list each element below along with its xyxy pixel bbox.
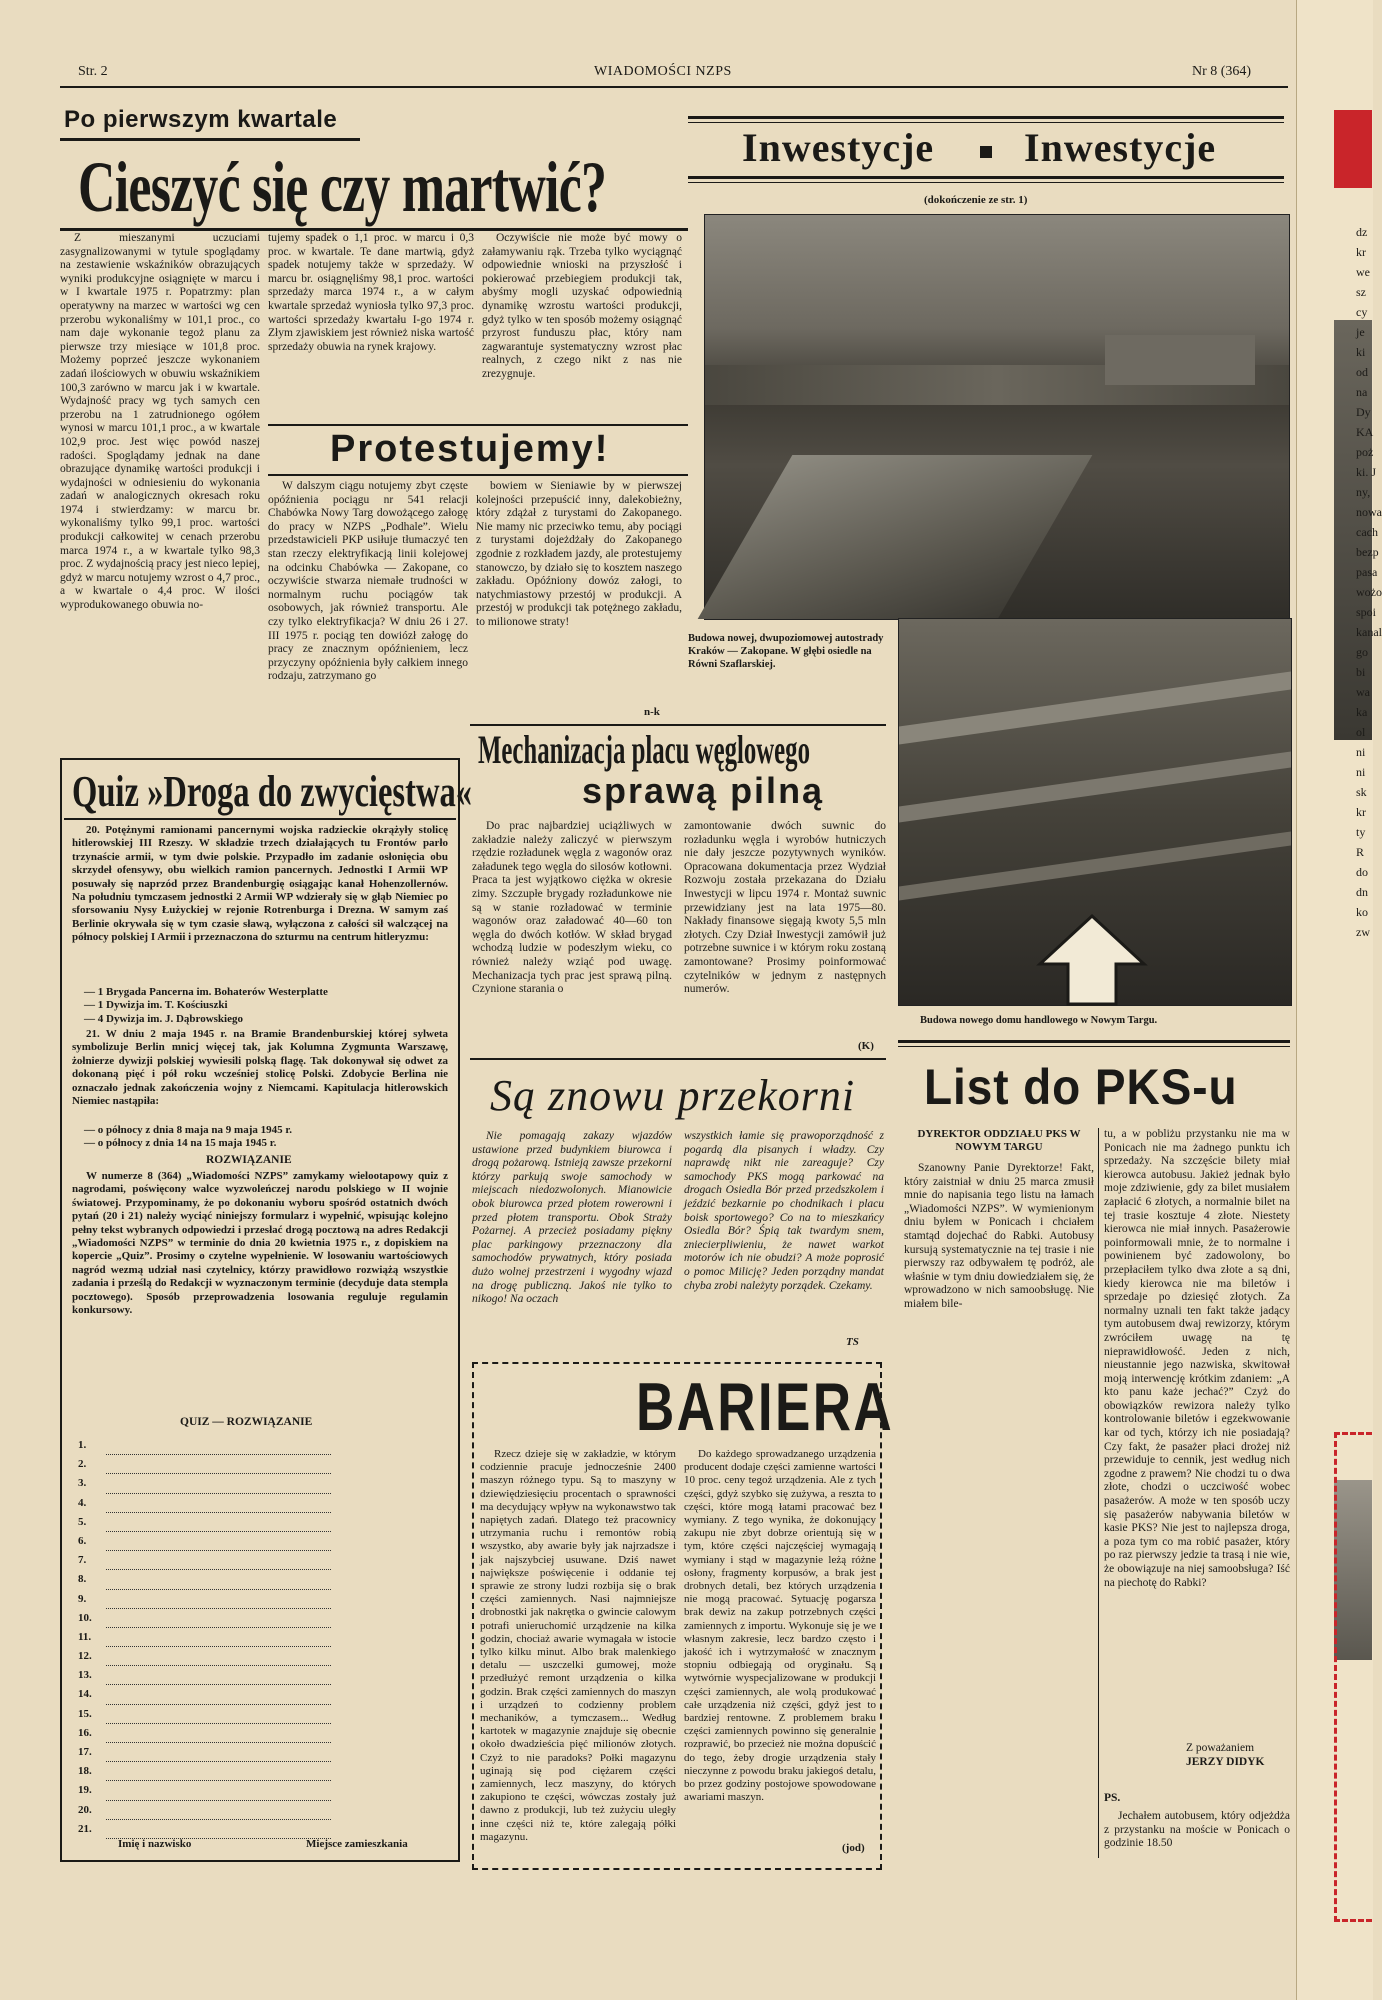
edge-text-fragment: dn (1356, 885, 1368, 899)
photo-highway (704, 214, 1290, 620)
quiz-answer-number: 20. (78, 1803, 92, 1816)
quiz-answer-number: 8. (78, 1573, 87, 1586)
edge-text-fragment: od (1356, 365, 1368, 379)
quiz-answer-number: 4. (78, 1496, 87, 1509)
quiz-question-20: 20. Potężnymi ramionami pancernymi wojska radzieckie okrążyły stolicę hitlerowskiej III Rzeszy. W składzie trzech działających tu Frontów parło trzynaście armii, w tym dwie polskie. Przypadło im zadanie osłonięcia obu skrzydeł ofensywy, obu wielkich ramion pancernych. Jednostki I Armii WP posuwały się naprzód przez Brandenburgię osiągając kanał Hohenzollernów. Na południu tymczasem jednostki 2 Armii WP wdzierały się w głąb Niemiec po sforsowaniu Nysy Łużyckiej w rejonie Rotrenburga i Drezna. W samym zaś Berlinie okrywała się w tym czasie sławą, wyłączona z całości sił walczącej na północy polskiej I Armii i przeznaczona do szturmu na centrum hitleryzmu: (72, 824, 448, 944)
quiz-answer-field[interactable] (106, 1711, 331, 1724)
quiz-answer-line[interactable] (78, 1551, 438, 1570)
quiz-answer-line[interactable] (78, 1724, 438, 1743)
edge-text-fragment: ny, (1356, 485, 1371, 499)
quiz-answer-field[interactable] (106, 1826, 331, 1839)
mech-title-2: sprawą pilną (582, 770, 825, 811)
quiz-answer-number: 15. (78, 1707, 92, 1720)
quiz-answer-line[interactable] (78, 1590, 438, 1609)
article-column-3: Oczywiście nie może być mowy o załamywaniu rąk. Trzeba tylko wyciągnąć odpowiednie wnioski na przyszłość i pokierować przebiegiem produkcji tak, abyśmy mogli uzyskać odpowiednią dynamikę wzrostu wartości produkcji, gdyż tylko w ten sposób możemy osiągnąć przyrost funduszu płac, który nam zagwarantuje systematyczny wzrost płac realnych, z czego nikt z nas nie zrezygnuje. (482, 232, 682, 380)
quiz-answer-line[interactable] (78, 1513, 438, 1532)
edge-text-fragment: kr (1356, 245, 1366, 259)
header-rule (60, 86, 1288, 88)
quiz-answer-number: 21. (78, 1822, 92, 1835)
arrow-up-icon (1036, 912, 1148, 1013)
quiz-option: — 1 Brygada Pancerna im. Bohaterów Westerplatte (84, 986, 328, 998)
mech-title-1: Mechanizacja placu węglowego (478, 727, 810, 772)
quiz-answer-field[interactable] (106, 1692, 331, 1705)
edge-text-fragment: sz (1356, 285, 1366, 299)
quiz-answer-field[interactable] (106, 1653, 331, 1666)
bariera-column-1: Rzecz dzieje się w zakładzie, w którym codziennie pracuje jednocześnie 2400 maszyn różnego typu. Są to maszyny w dziewiędziesięciu procentach o sprawności ma decydujący wpływ na wykonawstwo tak napiętych zadań. Dlatego też pracownicy utrzymania ruchu i remontów robią wszystko, aby awarie były jak najrzadsze i jak najszybciej usuwane. Dziś nawet największe poświęcenie i oddanie tej sprawie ze strony ludzi rozbija się o brak części zamiennych. Nasi najmniejsze drobnostki jak nakrętka o gwincie calowym potrafi unieruchomić urządzenie na kilka godzin, chociaż awarie wymagała w istocie tylko kilku minut. Albo brak malenkiego detalu — uszczelki gumowej, może przedłużyć remont urządzenia o kilka godzin. Brak części zamiennych do maszyn i urządzeń to codzienny problem mechaników, a tymczasem... Według kartotek w magazynie znajduje się obecnie około dwadzieścia pięć milionów złotych. Czyż to nie paradoks? Połki magazynu uginają się pod ciężarem części zamiennych, lecz maszyny, do których zakupiono te części, wówczas zostały już dawno z produkcji, lub też zużyciu uległy inne części niż te, które zalegają półki magazynu. (480, 1448, 676, 1843)
quiz-answer-field[interactable] (106, 1634, 331, 1647)
quiz-answer-field[interactable] (106, 1768, 331, 1781)
edge-red-border (1334, 1432, 1372, 1922)
quiz-answer-number: 18. (78, 1765, 92, 1778)
quiz-name-label: Imię i nazwisko (118, 1838, 192, 1850)
quiz-answer-line[interactable] (78, 1455, 438, 1474)
quiz-solution-text: W numerze 8 (364) „Wiadomości NZPS” zamykamy wielootapowy quiz z nagrodami, poświęcony walce wyzwoleńczej narodu polskiego w II wojnie światowej. Przypominamy, że po dokonaniu wyboru spośród ostatnich dwóch pytań (20 i 21) należy wyciąć niniejszy formularz i wypełnić, wpisując kolejno pełny tekst wybranych odpowiedzi i przesłać drogą pocztową na adres Redakcji „Wiadomości NZPS” w terminie do dnia 20 kwietnia 1975 r., z dopiskiem na kopercie „Quiz”. Prosimy o czytelne wypełnienie. W losowaniu wartościowych nagród wezmą udział nasi czytelnicy, którzy prawidłowo rozwiążą wszystkie zadania i prześlą do Redakcji w wyznaczonym terminie (decyduje data stempla pocztowego). Sposób przeprowadzenia losowania reguluje regulamin konkursowy. (72, 1170, 448, 1317)
article-column-2: tujemy spadek o 1,1 proc. w marcu i 0,3 proc. w kwartale. Te dane martwią, gdyż spadek notujemy także w sprzedaży. W marcu br. osiągnęliśmy 98,1 proc. wartości sprzedaży marca 1974 r., a w całym kwartale sprzedaż wyniosła tylko 97,3 proc. wartości sprzedaży kwartału I-go 1974 r. Złym zjawiskiem jest również niska wartość sprzedaży obuwia na rynek krajowy. (268, 232, 474, 353)
quiz-title: Quiz »Droga do zwycięstwa« (72, 767, 473, 816)
list-ps-head: PS. (1104, 1792, 1121, 1804)
protest-column-1: W dalszym ciągu notujemy zbyt częste opóźnienia pociągu nr 541 relacji Chabówka Nowy Targ dowożącego załogę do pracy w NZPS „Podhale”. Wielu przedstawicieli PKP usiłuje tłumaczyć ten stan rzeczy elektryfikacją linii kolejowej na odcinku Chabówka — Zakopane, co oczywiście stwarza niemałe trudności w normalnym ruchu pociągów tak osobowych, jak również transportu. Ale czy tylko elektryfikacja? W dniu 26 i 27. III 1975 r. pociąg ten dowiózł załogę do pracy ze znacznym opóźnieniem, lecz przyczyny opóźnienia były całkiem innego rodzaju, zatrzymano go (268, 480, 468, 683)
quiz-answer-number: 13. (78, 1669, 92, 1682)
quiz-answer-line[interactable] (78, 1628, 438, 1647)
inwestycje-rule-top (688, 116, 1284, 123)
inwestycje-title-b: Inwestycje (1024, 125, 1217, 170)
edge-text-fragment: wożo (1356, 585, 1382, 599)
quiz-answer-number: 17. (78, 1746, 92, 1758)
quiz-option: — o północy z dnia 14 na 15 maja 1945 r. (84, 1137, 277, 1150)
caption-highway: Budowa nowej, dwupoziomowej autostrady Kraków — Zakopane. W głębi osiedle na Równi Szaflarskiej. (688, 633, 884, 670)
mech-column-1: Do prac najbardziej uciążliwych w zakładzie należy zaliczyć w pierwszym rzędzie rozładunek węgla z wagonów oraz załadunek tego węgla do silosów kotłowni. Praca ta jest wyjątkowo ciężka w okresie zimy. Szczupłe brygady rozładunkowe nie są w stanie rozładować w terminie wagonów oraz załadować 40—60 ton węgla do dwóch kotłów. W skład brygad wchodzą ludzie w podeszłym wieku, co również należy wziąć pod uwagę. Mechanizacja tych prac jest sprawą pilną. Czynione starania o (472, 820, 672, 996)
quiz-question-21: 21. W dniu 2 maja 1945 r. na Bramie Brandenburskiej której sylweta symbolizuje Berlin mnicj więcej tak, jak Kolumna Zygmunta Warszawę, żołnierze dywizji polskiej wywiesili polską flagę. Tak dokonywał się odwet za dokonaną pięć i pół roku wcześniej stolicę Polski. Zdobycie Berlina nie oznaczało jednak zakończenia wojny z Niemcami. Kapitulacja hitlerowskich Niemiec nastąpiła: (72, 1028, 448, 1108)
bullet-square (980, 146, 992, 158)
page-number: Str. 2 (78, 64, 108, 79)
edge-text-fragment: ki. J (1356, 465, 1377, 479)
edge-text-fragment: wa (1356, 685, 1370, 699)
quiz-answer-line[interactable] (78, 1762, 438, 1781)
list-ps: Jechałem autobusem, który odjeżdża z przystanku na moście w Ponicach o godzinie 18.50 (1104, 1810, 1290, 1850)
quiz-answer-line[interactable] (78, 1647, 438, 1666)
quiz-answer-number: 16. (78, 1726, 92, 1739)
quiz-answer-line[interactable] (78, 1436, 438, 1455)
quiz-answer-line[interactable] (78, 1474, 438, 1493)
quiz-answer-line[interactable] (78, 1820, 438, 1839)
kicker-rule (60, 138, 360, 141)
quiz-answer-line[interactable] (78, 1570, 438, 1589)
mech-column-2: zamontowanie dwóch suwnic do rozładunku węgla i wyrobów hutniczych nie dały jeszcze pozytywnych wyników. Opracowana dokumentacja przez Wydział Rozwoju została przekazana do Działu Inwestycji w lipcu 1974 r. Montaż suwnic przewidziany jest na lata 1975—80. Nakłady finansowe sięgają kwoty 5,5 mln złotych. Czy Dział Inwestycji zamówił już potrzebne suwnice i w którym roku zostaną zamontowane? Prosimy poinformować czytelników w jednym z następnych numerów. (684, 820, 886, 996)
przekorni-title: Są znowu przekorni (490, 1071, 856, 1120)
edge-text-fragment: zw (1356, 925, 1370, 939)
edge-text-fragment: poż (1356, 445, 1374, 459)
list-column-1: Szanowny Panie Dyrektorze! Fakt, który zaistniał w dniu 25 marca zmusił mnie do napisania tego listu na łamach „Wiadomości NZPS”. W wymienionym dniu byłem w Ponicach i chciałem stamtąd dojechać do Rabki. Autobusy kursują systematycznie na tej trasie i nie pierwszy raz odbywałem tę podróż, ale właśnie w tym dniu dowiedziałem się, że wprowadzono w nich samoobsługę. Nie miałem bile- (904, 1162, 1094, 1310)
quiz-place-label: Miejsce zamieszkania (306, 1838, 408, 1850)
quiz-q20-options (84, 986, 328, 1026)
quiz-answer-line[interactable] (78, 1494, 438, 1513)
quiz-answer-line[interactable] (78, 1743, 438, 1762)
edge-text-fragment: we (1356, 265, 1370, 279)
list-title: List do PKS-u (924, 1059, 1238, 1115)
mech-signature: (K) (858, 1040, 874, 1052)
quiz-form-head: QUIZ — ROZWIĄZANIE (180, 1416, 313, 1428)
quiz-answer-number: 12. (78, 1650, 92, 1663)
quiz-form-lines (78, 1436, 438, 1839)
protest-signature: n-k (644, 706, 660, 718)
edge-text-fragment: R (1356, 845, 1365, 859)
inwestycje-title-a: Inwestycje (742, 125, 935, 170)
edge-text-fragment: ty (1356, 825, 1366, 839)
edge-text-fragment: ko (1356, 905, 1368, 919)
edge-text-fragment: cach (1356, 525, 1378, 539)
edge-text-fragment: ki (1356, 345, 1366, 359)
edge-text-fragment: do (1356, 865, 1368, 879)
edge-text-fragment: go (1356, 645, 1368, 659)
quiz-answer-line[interactable] (78, 1666, 438, 1685)
edge-text-fragment: nowa (1356, 505, 1382, 519)
edge-text-fragment: na (1356, 385, 1368, 399)
quiz-answer-line[interactable] (78, 1801, 438, 1820)
edge-text-fragment: bi (1356, 665, 1366, 679)
quiz-answer-field[interactable] (106, 1807, 331, 1820)
edge-text-fragment: bezp (1356, 545, 1379, 559)
przekorni-signature: TS (846, 1336, 859, 1348)
quiz-answer-line[interactable] (78, 1532, 438, 1551)
protest-rule-bottom (268, 474, 688, 476)
edge-text-fragment: kanal (1356, 625, 1382, 639)
edge-text-fragment: ol (1356, 725, 1366, 739)
inwestycje-rule-bottom (688, 176, 1284, 183)
edge-text-fragment: kr (1356, 805, 1366, 819)
newspaper-title: WIADOMOŚCI NZPS (594, 64, 732, 79)
przekorni-column-2: wszystkich łamie się prawoporządność z pogardą dla pisanych i władzy. Czy naprawdę nikt nie zareaguje? Czy samochody PKS mogą parkować na drogach Osiedla Bór przed przedszkolem i jeździć bezkarnie po chodnikach i placu boisk sportowego? Co na to mieszkańcy Osiedla Bór? Śpią tak twardym snem, zniecierpliwieniu, że nawet warkot motorów ich nie obudzi? A może poprosić o pomoc Milicję? Jeden porządny mandat chyba zrobi należyty porządek. Czekamy. (684, 1130, 884, 1292)
quiz-answer-number: 1. (78, 1439, 87, 1451)
title-rule (60, 228, 688, 231)
inwestycje-subtitle: (dokończenie ze str. 1) (924, 194, 1028, 206)
edge-text-fragment: Dy (1356, 405, 1371, 419)
list-greeting: Z poważaniem (1186, 1742, 1255, 1754)
quiz-answer-number: 3. (78, 1477, 87, 1490)
quiz-answer-number: 19. (78, 1784, 92, 1797)
quiz-answer-field[interactable] (106, 1596, 331, 1609)
quiz-option: — o północy z dnia 8 maja na 9 maja 1945 r. (84, 1124, 292, 1136)
red-banner (1334, 110, 1372, 188)
quiz-answer-field[interactable] (106, 1672, 331, 1685)
edge-text-fragment: cy (1356, 305, 1368, 319)
edge-text-fragment: pasa (1356, 565, 1378, 579)
quiz-answer-field[interactable] (106, 1481, 331, 1494)
quiz-answer-line[interactable] (78, 1609, 438, 1628)
edge-text-fragment: KA (1356, 425, 1374, 439)
quiz-answer-field[interactable] (106, 1577, 331, 1590)
quiz-answer-line[interactable] (78, 1685, 438, 1704)
protest-rule-top (268, 424, 688, 426)
quiz-answer-field[interactable] (106, 1557, 331, 1570)
list-column-2: tu, a w pobliżu przystanku nie ma w Ponicach nie ma żadnego punktu ich sprzedaży. Na szczęście bilety miał kierowca autobusu. Jakież jednak było moje zdziwienie, gdy za bilet musiałem zapłacić 6 złotych, a normalnie bilet na tej trasie kosztuje 4 złote. Niestety kierowca nie miał innych. Pasażerowie poinformowali mnie, że to normalne i powinienem być zadowolony, bo przepłaciłem tylko dwa złote a są dni, kiedy kierowca nie ma biletów i sprzedaje po dziesięć złotych. Za normalny uznali ten fakt także jadący tym autobusem dwaj rewizorzy, którym zwróciłem uwagę na tę nieprawidłowość. Jeden z nich, nieustannie jego nazwiska, skwitował moją interwencję krótkim zdaniem: „A kto panu każe jechać?” Czyż do obowiązków rewizora należy tylko kontrolowanie biletów i egzekwowanie kar od tych, którzy ich nie posiadają? Czy fakt, że pasażer płaci drożej niż przewiduje to cennik, jest według nich zgodne z prawem? Nie chodzi tu o dwa złote, chodzi o uczciwość wobec pasażerów. A może w ten sposób uczy się pasażerów nabywania biletów w kasie PKS? Nie jest to najlepsza droga, a poza tym co ma robić pasażer, który po raz pierwszy jedzie ta trasą i nie wie, że obowiązuje na niej samoobsługa? Iść na piechotę do Rabki? (1104, 1128, 1290, 1589)
edge-text-fragment: sk (1356, 785, 1367, 799)
quiz-answer-number: 11. (78, 1630, 92, 1643)
bariera-title: BARIERA (636, 1369, 895, 1445)
article-title: Cieszyć się czy martwić? (78, 147, 607, 227)
quiz-answer-field[interactable] (106, 1749, 331, 1762)
quiz-answer-number: 10. (78, 1611, 92, 1624)
article-column-1: Z mieszanymi uczuciami zasygnalizowanymi w tytule spoglądamy na zestawienie wskaźników obrazujących wyniki produkcyjne osiągnięte w marcu i w I kwartale 1975 r. Popatrzmy: plan operatywny na marzec w wartości wg cen przerobu wykonaliśmy w 101,1 proc., co nam daje wykonanie tegoż planu za pierwsze trzy miesiące w 101,8 proc. Możemy poprzeć jeszcze wykonaniem zadań ilościowych w obuwiu wskaźnikiem 100,3 zarówno w marcu jak i w kwartale. Wydajność pracy wg tych samych cen przerobu na 1 zatrudnionego ogółem wynosi w marcu 101,1 proc., a w kwartale 102,9 proc. Jest więc powód naszej radości. Spoglądamy jednak na dane obrazujące dynamikę wartości produkcji i wydajności w odniesieniu do wykonania zadań w analogicznych okresach roku 1974 i stwierdzamy: w marcu br. wykonaliśmy tylko 99,1 proc. wartości produkcji całkowitej w cenach przerobu marca 1974 r., a w kwartale tylko 98,3 proc. Z wydajnością pracy jest nieco lepiej, gdyż w marcu notujemy wzrost o 4,7 proc., a w kwartale o 4,4 proc. W ilości wyprodukowanego obuwia no- (60, 232, 260, 612)
quiz-answer-line[interactable] (78, 1705, 438, 1724)
quiz-answer-number: 9. (78, 1592, 87, 1605)
quiz-answer-number: 7. (78, 1554, 87, 1567)
przekorni-column-1: Nie pomagają zakazy wjazdów ustawione przed budynkiem biurowca i drogą pożarową. Istnieją zawsze przekorni którzy parkują swoje samochody w miejscach niedozwolonych. Mianowicie obok biurowca przed płotem rowerowni i przed płotem transportu. Obok Straży Pożarnej. A przecież posiadamy piękny plac parkingowy przeznaczony dla samochodów prywatnych, który posiada dużo wolnej przestrzeni i wygodny wjazd na drogę publiczną. Jakoś nie tylko to nikogo! Na oczach (472, 1130, 672, 1306)
quiz-solution-head: ROZWIĄZANIE (206, 1154, 292, 1166)
quiz-option: — 4 Dywizja im. J. Dąbrowskiego (84, 1012, 243, 1025)
list-addressee: DYREKTOR ODDZIAŁU PKS W NOWYM TARGU (917, 1128, 1081, 1153)
bariera-column-2: Do każdego sprowadzanego urządzenia producent dodaje części zamienne wartości 10 proc. ceny tegoż urządzenia. Ale z tych części, gdyż szybko się zużywa, a reszta to części, które mogą łatami pracować bez wymiany. Z tego wynika, że dokonujący zakupu nie zbyt dobrze orientują się w tym, które części najczęściej wymagają wymiany i stąd w magazynie leżą różne osłony, fragmenty korpusów, a brak jest drobnych detali, bez których urządzenia nie mogą pracować. Sytuację pogarsza brak dewiz na zakup potrzebnych części zamiennych z importu. Wykonuje się je we własnym zakresie, lecz bardzo często i jakość ich i wytrzymałość w znacznym stopniu odbiegają od oryginału. Są wytwórnie wyspecjalizowane w produkcji części zamiennych, ale wolą produkować całe urządzenia niż części, gdyż jest to bardziej rentowne. Z problemem braku części zamiennych powinno się generalnie rozprawić, bo przecież nie można dopuścić do tego, żeby drogie urządzenia stały nieczynne z powodu braku jakiegoś detalu, bo przez godziny postojowe spowodowane awariami maszyn. (684, 1448, 876, 1804)
quiz-answer-field[interactable] (106, 1615, 331, 1628)
protest-title: Protestujemy! (330, 428, 610, 470)
mech-rule-bottom (470, 1058, 886, 1060)
list-author: JERZY DIDYK (1186, 1756, 1265, 1768)
quiz-answer-line[interactable] (78, 1781, 438, 1800)
protest-column-2: bowiem w Sieniawie by w pierwszej kolejności przepuścić inny, dalekobieżny, który zdążał z turystami do Zakopanego. Nie mamy nic przeciwko temu, aby pociągi z turystami dojeżdżały do Zakopanego zgodnie z rozkładem jazdy, ale protestujemy stanowczo, by działo się to kosztem naszego zakładu. Opóźniony dowóz załogi, to natychmiastowy przestój w produkcji. A przestój w produkcji tak potężnego zakładu, to milionowe straty! (476, 480, 682, 628)
edge-text-fragment: je (1356, 325, 1365, 339)
quiz-answer-field[interactable] (106, 1538, 331, 1551)
list-rule-top (898, 1040, 1290, 1047)
quiz-answer-field[interactable] (106, 1500, 331, 1513)
quiz-answer-field[interactable] (106, 1788, 331, 1801)
edge-text-fragment: ka (1356, 705, 1368, 719)
edge-text (1356, 222, 1382, 942)
edge-text-fragment: spoi (1356, 605, 1377, 619)
edge-text-fragment: dz (1356, 225, 1368, 239)
article-kicker: Po pierwszym kwartale (64, 106, 338, 133)
quiz-answer-number: 5. (78, 1515, 87, 1528)
quiz-answer-number: 2. (78, 1458, 87, 1471)
quiz-answer-field[interactable] (106, 1519, 331, 1532)
quiz-answer-number: 14. (78, 1688, 92, 1701)
issue-number: Nr 8 (364) (1192, 64, 1252, 79)
quiz-option: — 1 Dywizja im. T. Kościuszki (84, 999, 228, 1012)
edge-text-fragment: ni (1356, 765, 1366, 779)
quiz-answer-field[interactable] (106, 1461, 331, 1474)
quiz-answer-number: 6. (78, 1534, 87, 1547)
quiz-answer-field[interactable] (106, 1730, 331, 1743)
caption-building: Budowa nowego domu handlowego w Nowym Targu. (920, 1015, 1158, 1026)
edge-text-fragment: ni (1356, 745, 1366, 759)
bariera-signature: (jod) (842, 1842, 865, 1854)
quiz-q21-options (84, 1124, 292, 1151)
list-column-divider (1098, 1128, 1099, 1858)
quiz-answer-field[interactable] (106, 1442, 331, 1455)
quiz-title-rule (64, 818, 456, 820)
